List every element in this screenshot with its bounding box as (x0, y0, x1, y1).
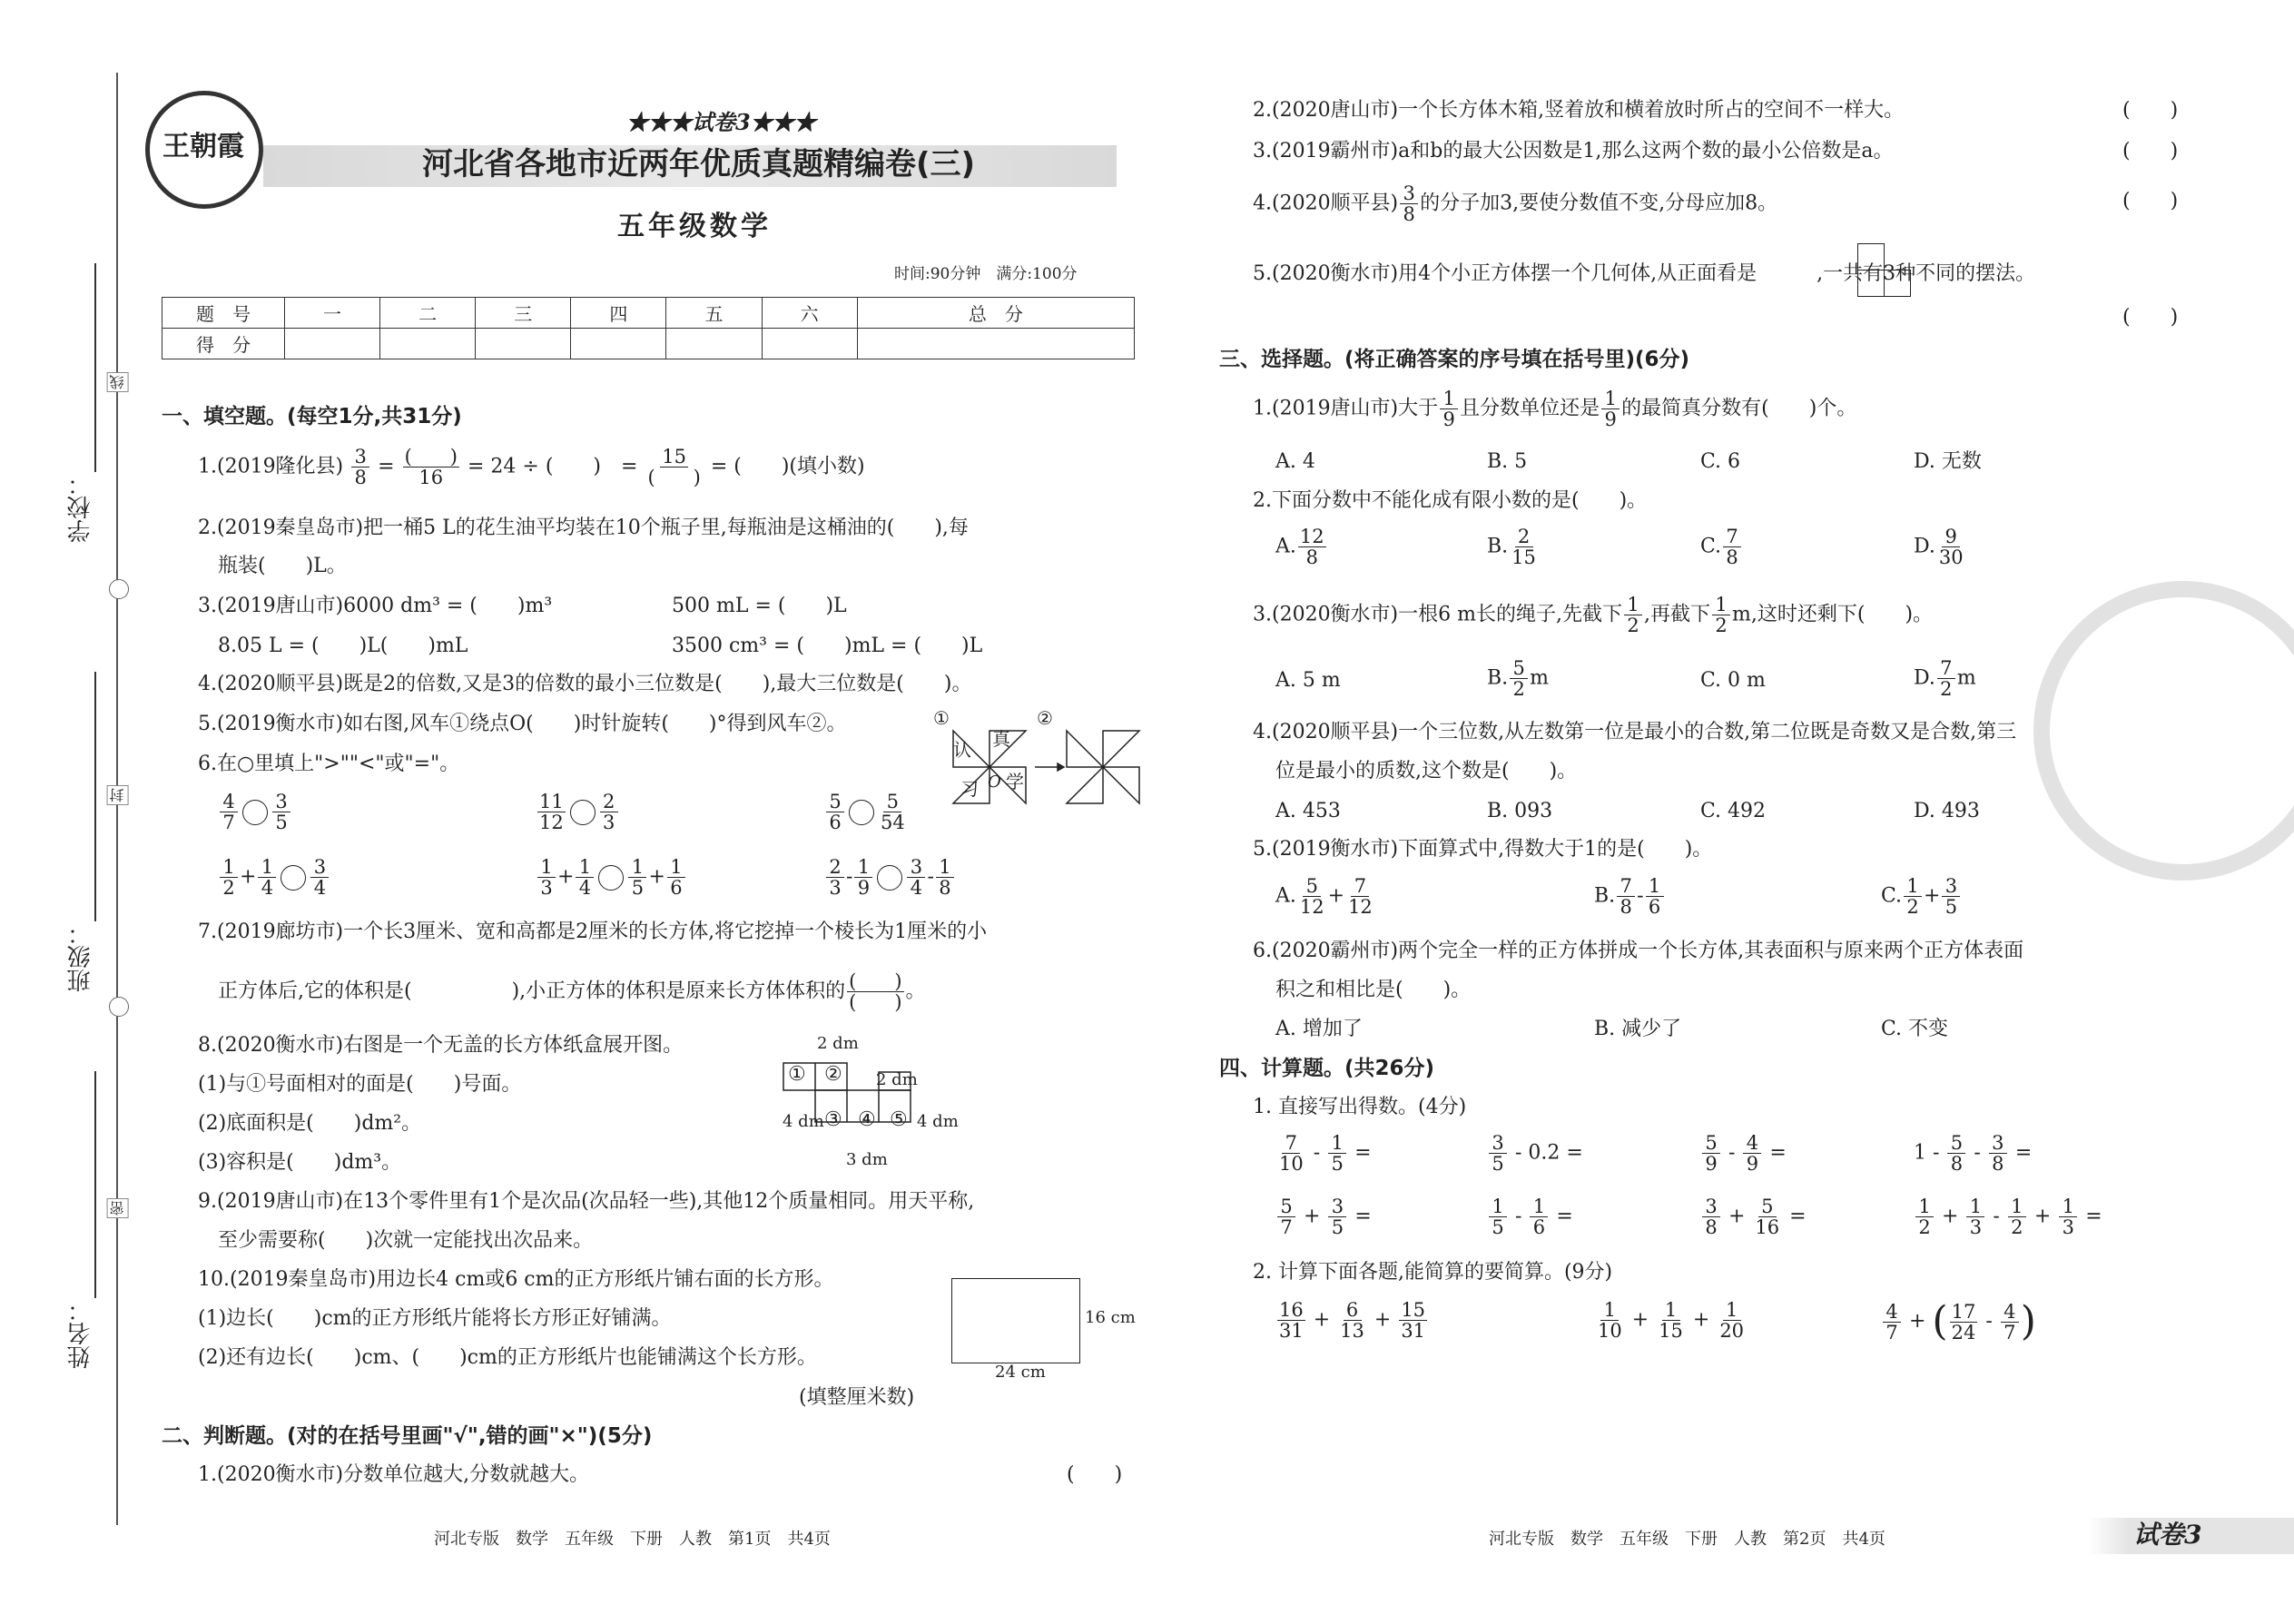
face-label: ② (824, 1063, 842, 1086)
answer-paren[interactable]: ( ) (1067, 1463, 1123, 1486)
face-label: ① (788, 1063, 806, 1086)
score-header: 一 (285, 298, 380, 329)
footer-right: 河北专版 数学 五年级 下册 人教 第2页 共4页 (1489, 1530, 1885, 1549)
judge-q5: 5.(2020衡水市)用4个小正方体摆一个几何体,从正面看是 ,一共有3种不同的摆法。 (1253, 262, 2036, 285)
section-4-heading: 四、计算题。(共26分) (1219, 1057, 1435, 1080)
compare-item: $\frac{5}{6}$ $\frac{5}{54}$ (824, 792, 909, 832)
option[interactable]: C. 不变 (1881, 1018, 1949, 1040)
windmill-1-label: ① (933, 707, 950, 729)
windmill-center: O (988, 773, 1001, 792)
option[interactable]: C. 0 m (1700, 669, 1766, 692)
fill-q2-line2: 瓶装( )L。 (218, 555, 347, 577)
option[interactable]: C. $\frac{1}{2}$ + $\frac{3}{5}$ (1881, 876, 1962, 917)
dim-label: 3 dm (846, 1150, 888, 1169)
score-table (162, 297, 1135, 359)
windmill-char: 学 (1006, 771, 1024, 792)
class-label: 班级： (67, 921, 94, 992)
fill-q10-line1: 10.(2019秦皇岛市)用边长4 cm或6 cm的正方形纸片铺右面的长方形。 (198, 1268, 834, 1291)
dim-label: 2 dm (817, 1034, 859, 1053)
score-header: 总 分 (857, 298, 1134, 329)
calc-item: $\frac{5}{7}$ + $\frac{3}{5}$ = (1275, 1196, 1372, 1237)
fill-q7-line1: 7.(2019廊坊市)一个长3厘米、宽和高都是2厘米的长方体,将它挖掉一个棱长为1厘米的小 (198, 920, 988, 943)
mark-mi: 密 (107, 1198, 129, 1218)
fill-q6: 6.在○里填上">""<"或"="。 (198, 753, 460, 775)
compare-item: $\frac{1}{2}$ + $\frac{1}{4}$ $\frac{3}{4}$ (218, 857, 330, 898)
footer-tab-label: 试卷3 (2133, 1520, 2202, 1550)
score-header: 四 (571, 298, 666, 329)
calc-item: $\frac{3}{8}$ + $\frac{5}{16}$ = (1700, 1196, 1807, 1237)
option[interactable]: D. 无数 (1914, 450, 1982, 473)
paper-number: ★★★试卷3★★★ (626, 109, 816, 135)
score-cell[interactable] (285, 329, 380, 359)
fill-q8-line2: (1)与①号面相对的面是( )号面。 (198, 1073, 522, 1096)
score-header: 题 号 (162, 298, 285, 329)
option[interactable]: C. $\frac{7}{8}$ (1700, 527, 1743, 567)
fill-q4: 4.(2020顺平县)既是2的倍数,又是3的倍数的最小三位数是( ),最大三位数是( )。 (198, 673, 972, 695)
compare-circle[interactable] (570, 800, 596, 825)
fill-q8-line4: (3)容积是( )dm³。 (198, 1151, 402, 1174)
score-cell[interactable] (857, 329, 1134, 359)
fill-q10-line2: (1)边长( )cm的正方形纸片能将长方形正好铺满。 (198, 1307, 672, 1330)
choice-q1: 1.(2019唐山市)大于 $\frac{1}{9}$ 且分数单位还是 $\frac{1}{9}$ 的最简真分数有( )个。 (1253, 388, 1857, 431)
cube-view (1857, 243, 1885, 271)
calc-item: $\frac{1}{2}$ + $\frac{1}{3}$ - $\frac{1}{2}$ + $\frac{1}{3}$ = (1914, 1196, 2102, 1237)
answer-paren[interactable]: ( ) (2122, 140, 2179, 162)
fill-q10-note: (填整厘米数) (799, 1386, 915, 1409)
option[interactable]: A. $\frac{5}{12}$ + $\frac{7}{12}$ (1275, 875, 1373, 919)
windmill-char: 真 (992, 728, 1010, 750)
rect-height: 16 cm (1085, 1308, 1136, 1327)
compare-circle[interactable] (242, 800, 268, 825)
time-info: 时间:90分钟 满分:100分 (894, 265, 1078, 283)
compare-item: $\frac{2}{3}$ - $\frac{1}{9}$ $\frac{3}{4}$ - $\frac{1}{8}$ (824, 857, 956, 898)
score-cell[interactable] (476, 329, 571, 359)
calc-item: $\frac{4}{7}$ + ( $\frac{17}{24}$ - $\frac{4}{7}$ ) (1881, 1300, 2036, 1343)
dim-label: 2 dm (876, 1070, 918, 1089)
seal-watermark (2033, 581, 2294, 881)
score-header: 三 (476, 298, 571, 329)
rectangle-figure (951, 1278, 1080, 1363)
option[interactable]: D. $\frac{9}{30}$ (1914, 526, 1964, 569)
option[interactable]: B. 093 (1487, 800, 1553, 822)
dim-label: 4 dm (783, 1112, 824, 1131)
fill-q8-line3: (2)底面积是( )dm²。 (198, 1112, 422, 1135)
fill-q9-line1: 9.(2019唐山市)在13个零件里有1个是次品(次品轻一些),其他12个质量相同。用天平称, (198, 1190, 975, 1213)
cube-view (1884, 270, 1911, 297)
name-label: 姓名： (67, 1298, 94, 1369)
compare-circle[interactable] (598, 865, 624, 891)
fill-q2-line1: 2.(2019秦皇岛市)把一桶5 L的花生油平均装在10个瓶子里,每瓶油是这桶油的( ),每 (198, 517, 969, 539)
score-header: 六 (762, 298, 857, 329)
score-label: 得 分 (162, 329, 285, 359)
choice-q5: 5.(2019衡水市)下面算式中,得数大于1的是( )。 (1253, 838, 1713, 861)
section-3-heading: 三、选择题。(将正确答案的序号填在括号里)(6分) (1219, 348, 1690, 371)
compare-item: $\frac{11}{12}$ $\frac{2}{3}$ (536, 792, 620, 832)
paper-title: 河北省各地市近两年优质真题精编卷(三) (422, 146, 976, 182)
score-header: 二 (380, 298, 476, 329)
option[interactable]: A. 增加了 (1275, 1018, 1363, 1040)
logo: 王朝霞 (145, 91, 263, 209)
calc-item: $\frac{1}{10}$ + $\frac{1}{15}$ + $\frac{1}{20}$ (1598, 1299, 1745, 1343)
windmill-char: 认 (953, 739, 971, 761)
choice-q2: 2.下面分数中不能化成有限小数的是( )。 (1253, 489, 1648, 512)
compare-circle[interactable] (281, 865, 306, 891)
option[interactable]: B. $\frac{7}{8}$ - $\frac{1}{6}$ (1594, 876, 1666, 917)
calc-sub1: 1. 直接写出得数。(4分) (1253, 1096, 1467, 1118)
calc-item: $\frac{5}{9}$ - $\frac{4}{9}$ = (1700, 1133, 1787, 1174)
choice-q6-line2: 积之和相比是( )。 (1275, 979, 1472, 1001)
judge-q2: 2.(2020唐山市)一个长方体木箱,竖着放和横着放时所占的空间不一样大。 (1253, 99, 1905, 122)
section-1-heading: 一、填空题。(每空1分,共31分) (162, 405, 462, 428)
fill-q3-d: 3500 cm³ = ( )mL = ( )L (672, 635, 983, 657)
fill-q1: 1.(2019隆化县) $\frac{3}{8}$ = $\frac{( )}{16}$ = 24 ÷ ( ) = $\frac{15}{( )}$ = ( )(填小数) (198, 446, 865, 489)
calc-item: $\frac{3}{5}$ - 0.2 = (1487, 1133, 1583, 1174)
fill-q3-c: 8.05 L = ( )L( )mL (218, 635, 468, 657)
paper-subtitle: 五年级数学 (617, 211, 772, 242)
score-cell[interactable] (380, 329, 476, 359)
compare-item: $\frac{4}{7}$ $\frac{3}{5}$ (218, 792, 292, 832)
footer-left: 河北专版 数学 五年级 下册 人教 第1页 共4页 (434, 1530, 831, 1549)
choice-q3: 3.(2020衡水市)一根6 m长的绳子,先截下 $\frac{1}{2}$ ,再截下 $\frac{1}{2}$ m,这时还剩下( )。 (1253, 594, 1934, 637)
option[interactable]: B. 5 (1487, 450, 1528, 473)
cube-view (1857, 270, 1885, 297)
answer-paren[interactable]: ( ) (2122, 99, 2179, 122)
fill-q9-line2: 至少需要称( )次就一定能找出次品来。 (218, 1229, 594, 1252)
compare-item: $\frac{1}{3}$ + $\frac{1}{4}$ $\frac{1}{5}$ + $\frac{1}{6}$ (536, 857, 687, 898)
score-cell[interactable] (571, 329, 666, 359)
calc-item: $\frac{7}{10}$ - $\frac{1}{5}$ = (1279, 1132, 1372, 1176)
scissors-icon (109, 579, 129, 599)
mark-xian: 线 (107, 372, 129, 392)
option[interactable]: C. 6 (1700, 450, 1741, 473)
section-2-heading: 二、判断题。(对的在括号里画"√",错的画"×")(5分) (162, 1424, 653, 1448)
judge-q4: 4.(2020顺平县) $\frac{3}{8}$ 的分子加3,要使分数值不变,分母应加8。 (1253, 182, 1778, 226)
windmill-2-label: ② (1037, 707, 1053, 729)
score-cell[interactable] (762, 329, 857, 359)
choice-q4-line1: 4.(2020顺平县)一个三位数,从左数第一位是最小的合数,第二位既是奇数又是合数,第三 (1253, 721, 2017, 743)
fill-q7-line2: 正方体后,它的体积是( ),小正方体的体积是原来长方体体积的 $\frac{( )}{( )}$ 。 (218, 970, 926, 1014)
option[interactable]: B. $\frac{5}{2}$ m (1487, 657, 1550, 701)
mark-feng: 封 (107, 785, 129, 805)
score-header: 五 (666, 298, 762, 329)
face-label: ⑤ (890, 1108, 908, 1131)
fill-q8-line1: 8.(2020衡水市)右图是一个无盖的长方体纸盒展开图。 (198, 1034, 684, 1057)
answer-paren[interactable]: ( ) (2122, 190, 2179, 212)
compare-circle[interactable] (877, 865, 902, 891)
option[interactable]: A. $\frac{12}{8}$ (1275, 526, 1324, 569)
calc-item: $\frac{1}{5}$ - $\frac{1}{6}$ = (1487, 1196, 1573, 1237)
fill-q10-line3: (2)还有边长( )cm、( )cm的正方形纸片也能铺满这个长方形。 (198, 1346, 817, 1369)
face-label: ③ (824, 1108, 842, 1131)
school-label: 学校： (67, 472, 94, 543)
scissors-icon (109, 997, 129, 1017)
option[interactable]: B. $\frac{2}{15}$ (1487, 526, 1536, 569)
choice-q4-line2: 位是最小的质数,这个数是( )。 (1275, 760, 1578, 782)
option[interactable]: A. 453 (1275, 800, 1341, 822)
calc-sub2: 2. 计算下面各题,能简算的要简算。(9分) (1253, 1261, 1613, 1284)
option[interactable]: A. 5 m (1275, 669, 1341, 692)
judge-q1: 1.(2020衡水市)分数单位越大,分数就越大。 (198, 1463, 590, 1486)
option[interactable]: D. $\frac{7}{2}$ m (1914, 657, 1976, 701)
score-cell[interactable] (666, 329, 762, 359)
calc-item: 1 - $\frac{5}{8}$ - $\frac{3}{8}$ = (1914, 1132, 2033, 1176)
judge-q3: 3.(2019霸州市)a和b的最大公因数是1,那么这两个数的最小公倍数是a。 (1253, 140, 1894, 162)
fill-q3-b: 500 mL = ( )L (672, 595, 847, 617)
windmill-char: 习 (960, 778, 979, 800)
choice-q6-line1: 6.(2020霸州市)两个完全一样的正方体拼成一个长方体,其表面积与原来两个正方体表面 (1253, 940, 2024, 962)
fill-q5: 5.(2019衡水市)如右图,风车①绕点O( )时针旋转( )°得到风车②。 (198, 713, 847, 735)
face-label: ④ (858, 1108, 876, 1131)
compare-circle[interactable] (849, 800, 874, 825)
rect-width: 24 cm (995, 1363, 1046, 1382)
option[interactable]: C. 492 (1700, 800, 1767, 822)
fill-q3-a: 3.(2019唐山市)6000 dm³ = ( )m³ (198, 595, 553, 617)
option[interactable]: D. 493 (1914, 800, 1980, 822)
calc-item: $\frac{16}{31}$ + $\frac{6}{13}$ + $\frac{15}{31}$ (1279, 1299, 1426, 1343)
answer-paren[interactable]: ( ) (2122, 306, 2179, 329)
option[interactable]: B. 减少了 (1594, 1018, 1682, 1040)
option[interactable]: A. 4 (1275, 450, 1315, 473)
dim-label: 4 dm (917, 1112, 959, 1131)
